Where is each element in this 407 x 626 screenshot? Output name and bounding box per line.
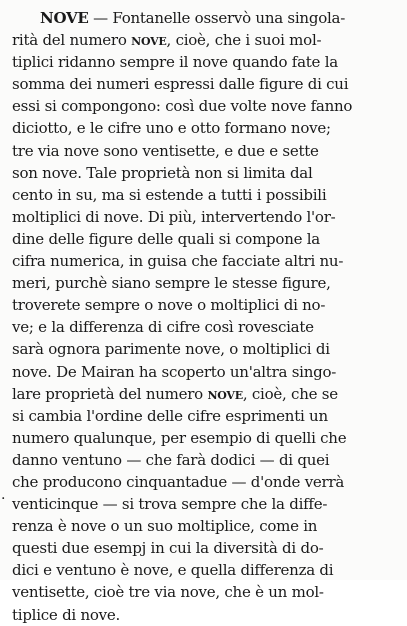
text-line: cento in su, ma si estende a tutti i possibili: [12, 185, 327, 204]
text-line: tre via nove sono ventisette, e due e sette: [12, 141, 319, 160]
text-line: dici e ventuno è nove, e quella differenza di: [12, 561, 334, 580]
text-line: ventisette, cioè tre via nove, che è un mol-: [12, 583, 324, 602]
article-heading: NOVE: [40, 9, 89, 27]
text-line: diciotto, e le cifre uno e otto formano nove;: [12, 119, 331, 138]
text-line: danno ventuno — che farà dodici — di quei: [12, 450, 330, 469]
text-line: che producono cinquantadue — d'onde verrà: [12, 472, 345, 491]
text-line: tiplici ridanno sempre il nove quando fate la: [12, 53, 338, 72]
text-line: dine delle figure delle quali si compone la: [12, 229, 320, 248]
text-line: essi si compongono: così due volte nove fanno: [12, 97, 353, 116]
text-line: tiplice di nove.: [12, 605, 121, 624]
text-line: venticinque — si trova sempre che la diffe-: [12, 495, 328, 514]
text-line: si cambia l'ordine delle cifre esprimenti un: [12, 406, 328, 425]
text-line: renza è nove o un suo moltiplice, come in: [12, 517, 318, 536]
text-line: meri, purchè siano sempre le stesse figure,: [12, 274, 331, 293]
text-line: rità del numero nove, cioè, che i suoi mol-: [12, 31, 322, 50]
text-line: questi due esempj in cui la diversità di do-: [12, 539, 324, 558]
text-line: somma dei numeri espressi dalle figure di cui: [12, 75, 349, 94]
text-line: ve; e la differenza di cifre così rovesciate: [12, 318, 314, 337]
margin-mark: .: [1, 487, 6, 503]
text-line: moltiplici di nove. Di più, intervertendo l'or-: [12, 207, 336, 226]
text-line: NOVE — Fontanelle osservò una singola-: [40, 9, 346, 27]
text-line: nove. De Mairan ha scoperto un'altra singo-: [12, 362, 337, 381]
text-line: troverete sempre o nove o moltiplici di no-: [12, 296, 326, 315]
text-line: cifra numerica, in guisa che facciate altri nu-: [12, 252, 344, 271]
small-caps-term: nove: [207, 384, 243, 403]
small-caps-term: nove: [131, 31, 167, 50]
text-line: son nove. Tale proprietà non si limita dal: [12, 163, 313, 182]
text-line: lare proprietà del numero nove, cioè, che se: [12, 384, 338, 403]
text-line: numero qualunque, per esempio di quelli che: [12, 428, 347, 447]
article-body: [12, 7, 402, 626]
text-line: sarà ognora parimente nove, o moltiplici di: [12, 340, 330, 359]
